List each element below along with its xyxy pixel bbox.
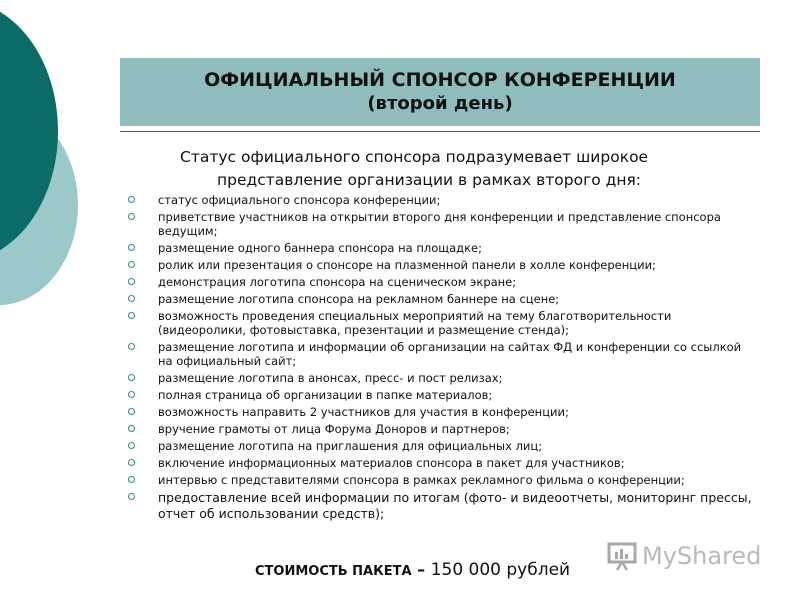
- list-item: [128, 210, 758, 238]
- list-item-text: размещение логотипа на приглашения для официальных лиц;: [158, 439, 543, 453]
- list-item-text: полная страница об организации в папке материалов;: [158, 388, 493, 402]
- list-item: [128, 340, 758, 368]
- intro-line-1: Статус официального спонсора подразумевает широкое: [180, 148, 649, 166]
- list-item-text: приветствие участников на открытии второго дня конференции и представление спонсора ведущим;: [158, 210, 721, 238]
- list-item-text: возможность проведения специальных мероприятий на тему благотворительности (видеоролики, фотовыставка, презентации и размещение стенда);: [158, 309, 672, 337]
- price-label: СТОИМОСТЬ ПАКЕТА: [255, 564, 412, 579]
- list-item: [128, 473, 758, 487]
- list-item-text: размещение логотипа в анонсах, пресс- и пост релизах;: [158, 371, 503, 385]
- list-item: [128, 439, 758, 453]
- page-title: ОФИЦИАЛЬНЫЙ СПОНСОР КОНФЕРЕНЦИИ: [204, 69, 676, 91]
- bullet-circle-icon: [128, 374, 135, 381]
- list-item-text: возможность направить 2 участников для участия в конференции;: [158, 405, 569, 419]
- list-item-text: демонстрация логотипа спонсора на сценическом экране;: [158, 275, 517, 289]
- benefits-list: [128, 193, 758, 525]
- list-item-text: интервью с представителями спонсора в рамках рекламного фильма о конференции;: [158, 473, 685, 487]
- title-band: [120, 58, 760, 126]
- list-item: [128, 292, 758, 306]
- bullet-circle-icon: [128, 278, 135, 285]
- list-item-text: предоставление всей информации по итогам (фото- и видеоотчеты, мониторинг прессы, отчет об использовании средств);: [158, 490, 752, 521]
- list-item: [128, 309, 758, 337]
- list-item: [128, 241, 758, 255]
- watermark-text: MyShared: [642, 542, 762, 570]
- list-item: [128, 405, 758, 419]
- presentation-board-icon: [606, 539, 640, 573]
- watermark-logo: [606, 536, 766, 576]
- bullet-circle-icon: [128, 459, 135, 466]
- bullet-circle-icon: [128, 391, 135, 398]
- list-item-text: размещение логотипа и информации об организации на сайтах ФД и конференции со ссылкой на официальный сайт;: [158, 340, 742, 368]
- bullet-circle-icon: [128, 213, 135, 220]
- list-item-text: ролик или презентация о спонсоре на плазменной панели в холле конференции;: [158, 258, 656, 272]
- list-item: [128, 193, 758, 207]
- list-item-text: размещение одного баннера спонсора на площадке;: [158, 241, 482, 255]
- list-item-text: включение информационных материалов спонсора в пакет для участников;: [158, 456, 625, 470]
- intro-text: [180, 146, 740, 192]
- list-item: [128, 456, 758, 470]
- package-price: [255, 560, 570, 580]
- bullet-circle-icon: [128, 408, 135, 415]
- bullet-circle-icon: [128, 493, 135, 500]
- price-value: 150 000 рублей: [430, 560, 571, 580]
- price-dash: –: [411, 560, 431, 579]
- page-subtitle: (второй день): [367, 93, 513, 114]
- bullet-circle-icon: [128, 343, 135, 350]
- list-item: [128, 258, 758, 272]
- list-item: [128, 371, 758, 385]
- intro-line-2: представление организации в рамках второго дня:: [217, 171, 642, 189]
- list-item: [128, 422, 758, 436]
- bullet-circle-icon: [128, 425, 135, 432]
- list-item-text: размещение логотипа спонсора на рекламном баннере на сцене;: [158, 292, 560, 306]
- bullet-circle-icon: [128, 312, 135, 319]
- bullet-circle-icon: [128, 244, 135, 251]
- bullet-circle-icon: [128, 295, 135, 302]
- bullet-circle-icon: [128, 476, 135, 483]
- title-divider: [120, 131, 760, 132]
- list-item-text: статус официального спонсора конференции;: [158, 193, 441, 207]
- list-item-text: вручение грамоты от лица Форума Доноров и партнеров;: [158, 422, 510, 436]
- list-item: [128, 490, 758, 522]
- list-item: [128, 275, 758, 289]
- bullet-circle-icon: [128, 261, 135, 268]
- list-item: [128, 388, 758, 402]
- bullet-circle-icon: [128, 196, 135, 203]
- bullet-circle-icon: [128, 442, 135, 449]
